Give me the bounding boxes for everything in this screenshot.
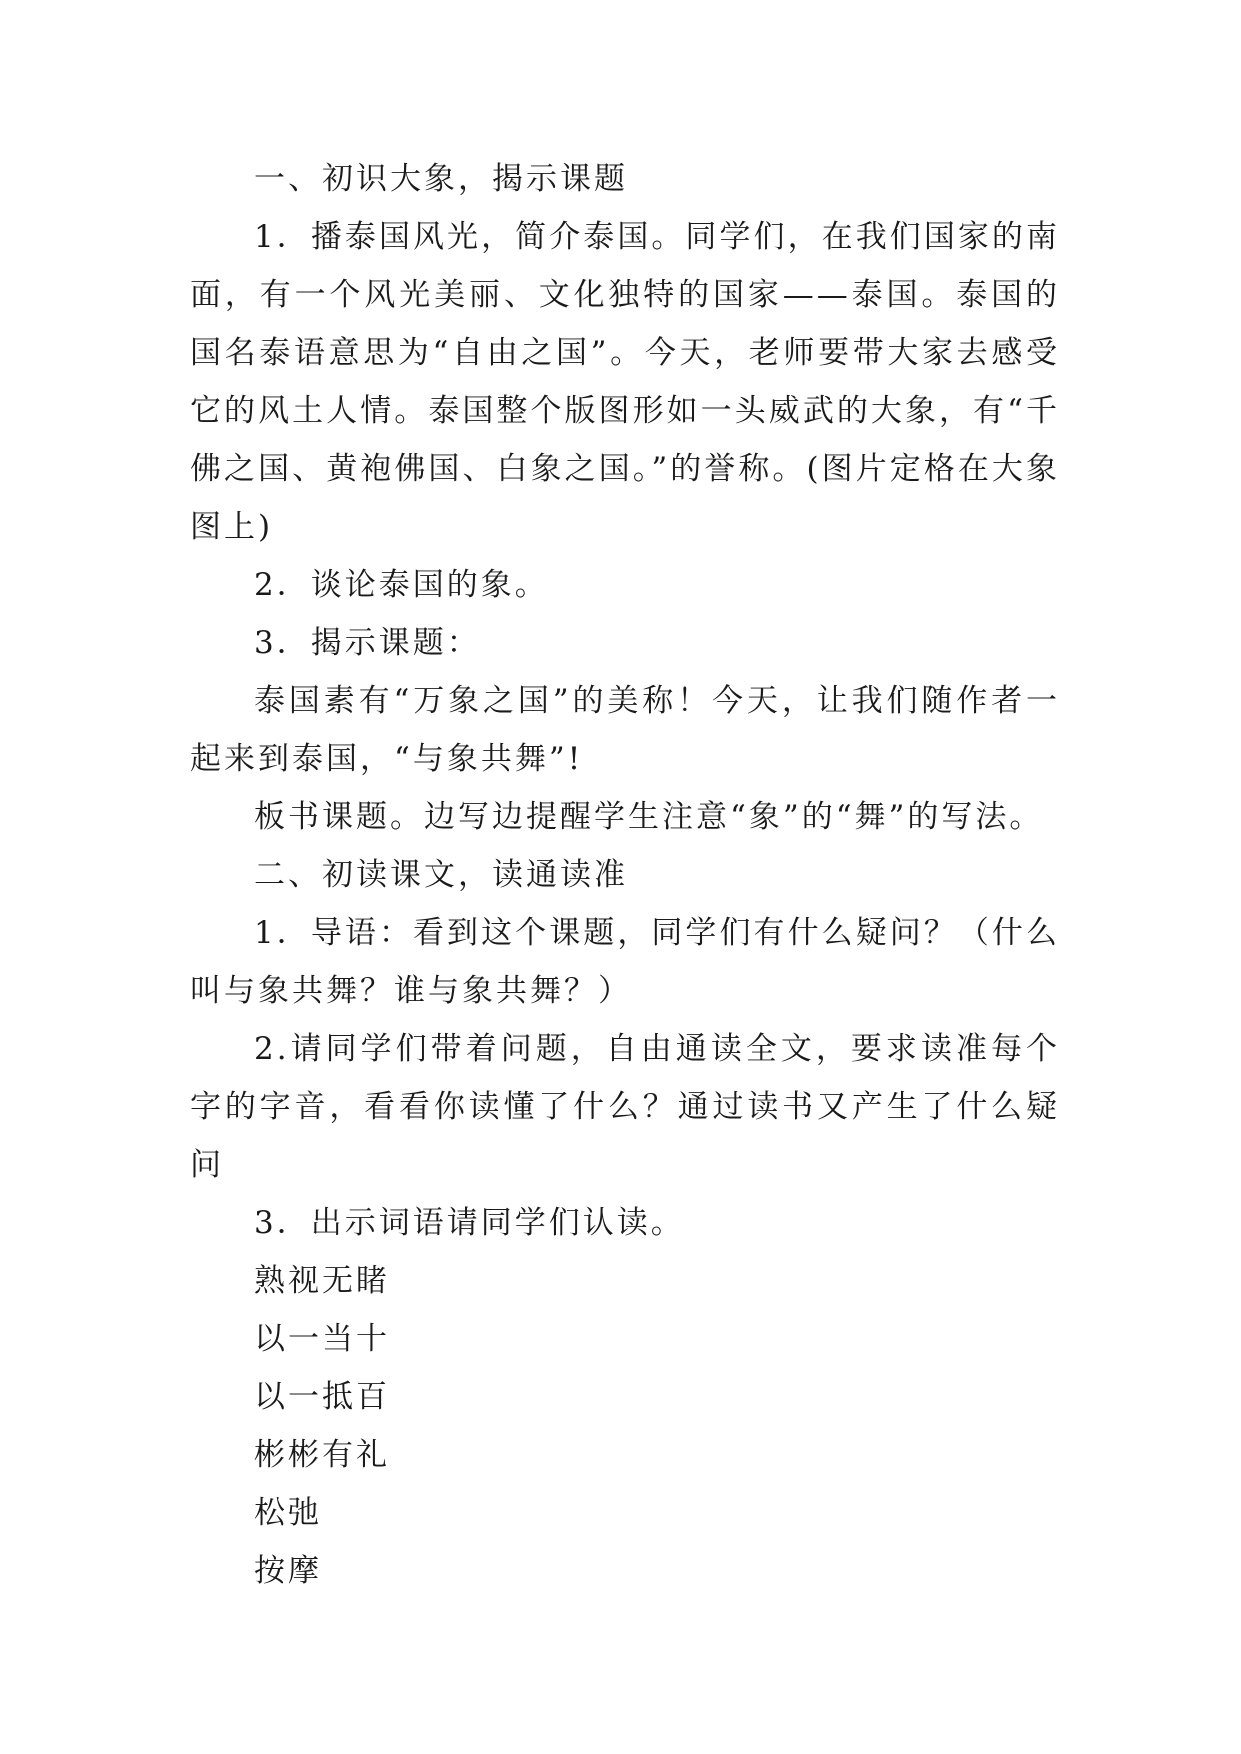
section-heading-1: 一、初识大象，揭示课题 [254, 161, 628, 197]
vocab-word: 彬彬有礼 [254, 1437, 390, 1473]
document-page [190, 150, 1060, 1600]
vocab-word: 按摩 [254, 1553, 322, 1589]
paragraph-guide: 1．导语：看到这个课题，同学们有什么疑问？（什么叫与象共舞？谁与象共舞？） [190, 915, 1060, 1009]
vocab-word: 松弛 [254, 1495, 322, 1531]
section-heading-2: 二、初读课文，读通读准 [254, 857, 628, 893]
vocab-word: 以一当十 [254, 1321, 390, 1357]
paragraph-wanxiang: 泰国素有“万象之国”的美称！今天，让我们随作者一起来到泰国，“与象共舞”! [190, 683, 1060, 777]
paragraph-discuss-elephants: 2．谈论泰国的象。 [254, 567, 549, 603]
paragraph-board-writing: 板书课题。边写边提醒学生注意“象”的“舞”的写法。 [254, 799, 1044, 835]
paragraph-intro-thailand: 1．播泰国风光，简介泰国。同学们，在我们国家的南面，有一个风光美丽、文化独特的国家——泰国。泰国的国名泰语意思为“自由之国”。今天，老师要带大家去感受它的风土人情。泰国整个版图形如一头威武的大象，有“千佛之国、黄袍佛国、白象之国。”的誉称。(图片定格在大象图上) [190, 219, 1060, 545]
paragraph-show-words: 3．出示词语请同学们认读。 [254, 1205, 685, 1241]
vocab-word: 熟视无睹 [254, 1263, 390, 1299]
vocab-word: 以一抵百 [254, 1379, 390, 1415]
paragraph-reveal-title: 3．揭示课题： [254, 625, 481, 661]
paragraph-read-aloud: 2.请同学们带着问题，自由通读全文，要求读准每个字的字音，看看你读懂了什么？通过读书又产生了什么疑问 [190, 1031, 1060, 1183]
